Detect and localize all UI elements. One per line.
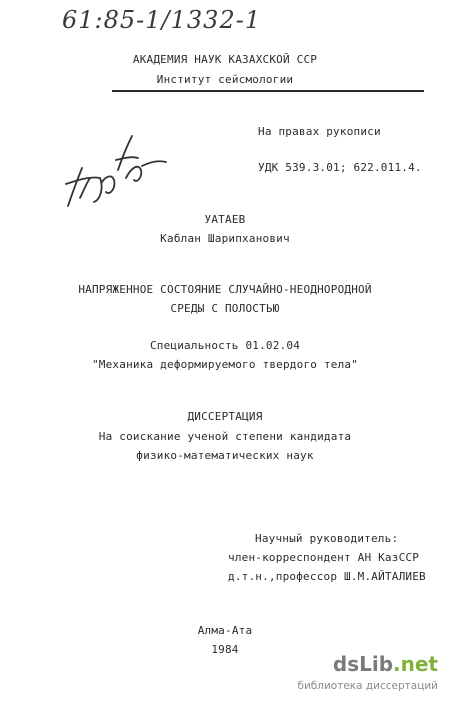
rights-notice: На правах рукописи xyxy=(258,125,381,138)
author-surname: УАТАЕВ xyxy=(204,213,246,226)
specialty-code: Специальность 01.02.04 xyxy=(149,339,301,352)
specialty-name: "Механика деформируемого твердого тела" xyxy=(91,358,359,371)
dslib-logo: dsLib.net xyxy=(332,652,438,676)
supervisor-name: д.т.н.,профессор Ш.М.АЙТАЛИЕВ xyxy=(228,570,426,583)
header-divider xyxy=(112,90,424,92)
supervisor-label: Научный руководитель: xyxy=(255,532,399,545)
degree-line2: физико-математических наук xyxy=(136,449,314,462)
degree-line1: На соискание ученой степени кандидата xyxy=(98,430,352,443)
city: Алма-Ата xyxy=(197,624,253,637)
dslib-tagline: библиотека диссертаций xyxy=(297,680,438,692)
handwritten-signature xyxy=(60,118,170,218)
author-name: Каблан Шарипханович xyxy=(160,232,290,245)
year: 1984 xyxy=(211,643,239,656)
thesis-title-line2: СРЕДЫ С ПОЛОСТЬЮ xyxy=(170,302,280,315)
dissertation-heading: ДИССЕРТАЦИЯ xyxy=(187,410,263,423)
academy-name: АКАДЕМИЯ НАУК КАЗАХСКОЙ ССР xyxy=(132,53,318,66)
dslib-watermark xyxy=(263,652,438,698)
thesis-title-line1: НАПРЯЖЕННОЕ СОСТОЯНИЕ СЛУЧАЙНО-НЕОДНОРОДНОЙ xyxy=(78,283,372,296)
udk-code: УДК 539.3.01; 622.011.4. xyxy=(258,161,422,174)
archive-number: 61:85-1/1332-1 xyxy=(62,6,262,34)
supervisor-title: член-корреспондент АН КазССР xyxy=(228,551,420,564)
institute-name: Институт сейсмологии xyxy=(156,73,294,86)
